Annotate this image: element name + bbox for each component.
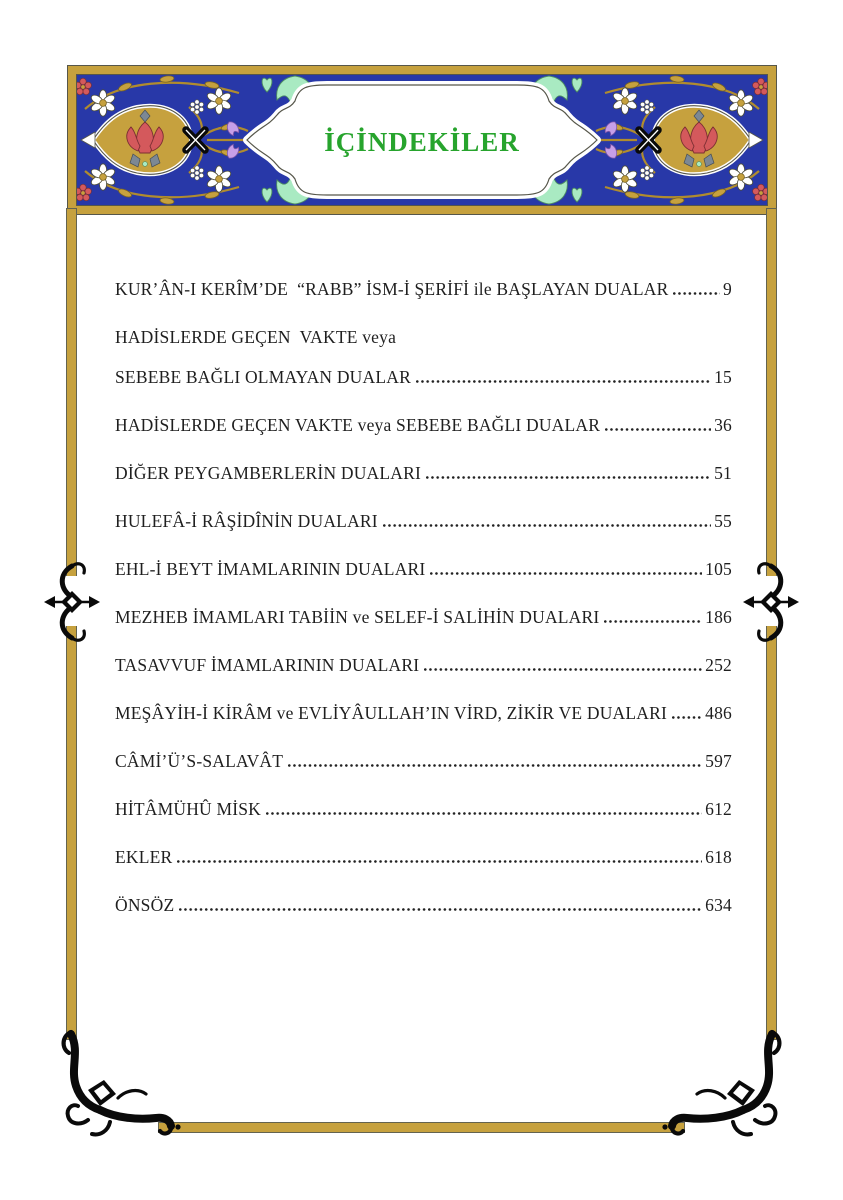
toc-page-number: 51 (714, 463, 732, 483)
toc-entry-title: DİĞER PEYGAMBERLERİN DUALARI (115, 463, 422, 483)
toc-entry-title: SEBEBE BAĞLI OLMAYAN DUALAR (115, 367, 411, 387)
dot-leader (416, 380, 711, 383)
page-title: İÇİNDEKİLER (324, 127, 520, 157)
toc-entry (115, 895, 732, 913)
toc-entry (115, 279, 732, 297)
flourish-icon (625, 1028, 785, 1143)
toc-page-number: 612 (705, 799, 732, 819)
toc-entry (115, 799, 732, 817)
toc-entry (115, 463, 732, 481)
toc-entry (115, 751, 732, 769)
side-fleuron-ornament-right (738, 552, 804, 657)
dot-leader (426, 476, 711, 479)
dot-leader (673, 292, 720, 295)
toc-entry (115, 511, 732, 529)
dot-leader (604, 620, 702, 623)
toc-entry-title: EHL-İ BEYT İMAMLARININ DUALARI (115, 559, 426, 579)
toc-page-number: 105 (705, 559, 732, 579)
toc-entry-title: HİTÂMÜHÛ MİSK (115, 799, 262, 819)
side-fleuron-ornament-left (39, 552, 105, 657)
fleuron-icon (738, 552, 804, 652)
toc-page-number: 186 (705, 607, 732, 627)
toc-entry-title: HULEFÂ-İ RÂŞİDÎNİN DUALARI (115, 511, 378, 531)
toc-entry (115, 327, 732, 345)
toc-entry-title: MEZHEB İMAMLARI TABİİN ve SELEF-İ SALİHİN DUALARI (115, 607, 600, 627)
toc-page-number: 618 (705, 847, 732, 867)
toc-page-number: 597 (705, 751, 732, 771)
toc-entry (115, 703, 732, 721)
toc-entry-title: HADİSLERDE GEÇEN VAKTE veya SEBEBE BAĞLI DUALAR (115, 415, 601, 435)
toc-entry (115, 607, 732, 625)
toc-entry-title: EKLER (115, 847, 173, 867)
dot-leader (288, 764, 702, 767)
flourish-icon (58, 1028, 218, 1143)
toc-entry-title: KUR’ÂN-I KERÎM’DE “RABB” İSM-İ ŞERİFİ ile BAŞLAYAN DUALAR (115, 279, 669, 299)
toc-page-number: 55 (714, 511, 732, 531)
toc-entry-title: HADİSLERDE GEÇEN VAKTE veya (115, 327, 397, 347)
dot-leader (177, 860, 702, 863)
corner-flourish-bottom-left (58, 1028, 218, 1148)
toc-page-number: 36 (714, 415, 732, 435)
table-of-contents (115, 279, 732, 943)
toc-entry (115, 367, 732, 385)
toc-entry (115, 415, 732, 433)
dot-leader (605, 428, 711, 431)
dot-leader (266, 812, 702, 815)
frame-border-bottom (158, 1122, 685, 1133)
toc-page-number: 486 (705, 703, 732, 723)
toc-entry-title: CÂMİ’Ü’S-SALAVÂT (115, 751, 284, 771)
toc-entry (115, 655, 732, 673)
toc-entry-title: MEŞÂYİH-İ KİRÂM ve EVLİYÂULLAH’IN VİRD, ZİKİR VE DUALARI (115, 703, 668, 723)
corner-flourish-bottom-right (625, 1028, 785, 1148)
toc-entry (115, 559, 732, 577)
toc-page-number: 15 (714, 367, 732, 387)
dot-leader (179, 908, 702, 911)
dot-leader (672, 716, 702, 719)
dot-leader (430, 572, 702, 575)
toc-page-number: 9 (723, 279, 732, 299)
dot-leader (383, 524, 711, 527)
toc-entry-title: ÖNSÖZ (115, 895, 175, 915)
toc-entry-title: TASAVVUF İMAMLARININ DUALARI (115, 655, 420, 675)
toc-page-number: 252 (705, 655, 732, 675)
toc-page-number: 634 (705, 895, 732, 915)
dot-leader (424, 668, 702, 671)
fleuron-icon (39, 552, 105, 652)
toc-entry (115, 847, 732, 865)
